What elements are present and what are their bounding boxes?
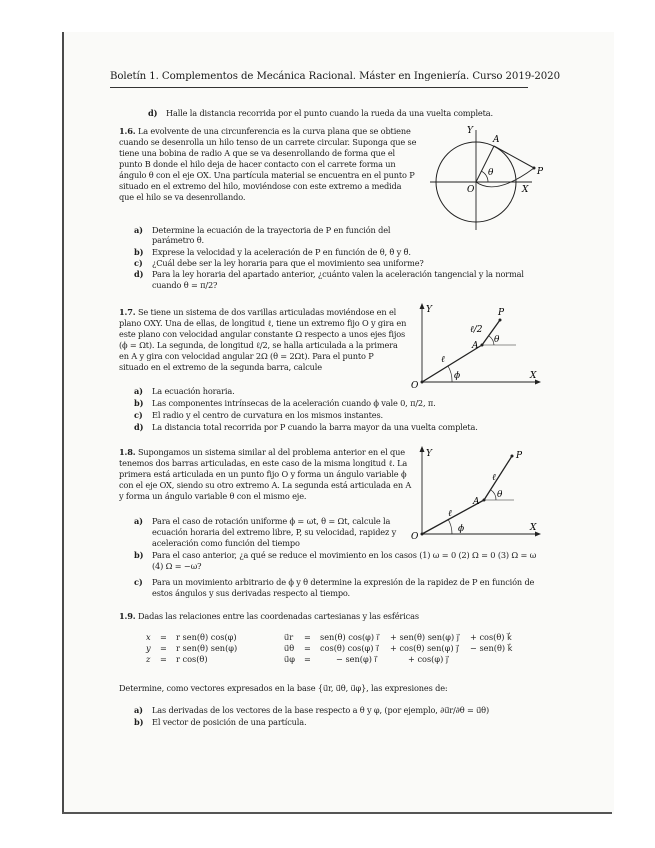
p19-sph-phi-eq: = [304,654,311,664]
p18-label-p: P [516,451,523,461]
p18-point-o [421,533,424,536]
p19-cart-z-lhs: z [146,654,151,664]
p18-label-theta: θ [497,490,503,500]
p18-line-3: con el eje OX, siendo su otro extremo A. La segunda está articulada en A [119,480,412,490]
p16-line-6: que el hilo se va desenrollando. [119,192,246,202]
p17-item-c: c) El radio y el centro de curvatura en los mismos instantes. [134,410,383,420]
p18-item-c-cont: estos ángulos y sus derivadas respecto al tiempo. [152,588,351,598]
p17-point-o [421,381,424,384]
p19-sph-phi-lhs: u⃗φ [284,654,295,664]
p18-item-a-cont-2: aceleración como función del tiempo [152,538,300,548]
p19-intro: 1.9. Dadas las relaciones entre las coordenadas cartesianas y las esféricas [119,611,419,621]
p17-label-theta: θ [494,335,500,345]
p17-line-1: plano OXY. Una de ellas, de longitud ℓ, tiene un extremo fijo O y gira en [119,318,407,328]
p18-line-4: y forma un ángulo variable θ con el mismo eje. [119,491,307,501]
p17-label-l: ℓ [441,355,445,365]
p16-item-a-cont: parámetro θ. [152,235,204,245]
p18-item-a-cont-1: ecuación horaria del extremo libre, P, su velocidad, rapidez y [152,527,397,537]
p19-sph-theta-c2: + cos(θ) sen(φ) ȷ⃗ [390,643,459,653]
p18-line-2: primera está articulada en un punto fijo O y forma un ángulo variable ϕ [119,469,407,479]
p19-cart-z-rhs: r cos(θ) [176,654,208,664]
p16-line-1: cuando se desenrolla un hilo tenso de un carrete circular. Suponga que se [119,137,417,147]
p16-line-5: situado en el extremo del hilo, moviéndose con este extremo a medida [119,181,402,191]
p17-point-a [481,344,484,347]
p16-theta-arc [481,171,488,182]
p18-y-arrow [420,446,425,452]
p16-item-d: d) Para la ley horaria del apartado anterior, ¿cuánto valen la aceleración tangencial y la normal [134,269,524,279]
p17-item-d: d) La distancia total recorrida por P cuando la barra mayor da una vuelta completa. [134,422,478,432]
p18-figure [408,442,548,542]
p17-figure [408,300,548,390]
p19-sph-phi-c2: + cos(φ) ȷ⃗ [408,654,449,664]
p16-line-2: tiene una bobina de radio A que se va desenrollando de forma que el [119,148,396,158]
p19-sph-theta-c3: − sen(θ) k⃗ [470,643,513,653]
p16-item-a: a) Determine la ecuación de la trayectoria de P en función del [134,225,391,235]
p19-cart-y-lhs: y [146,643,151,653]
p19-cart-z-eq: = [160,654,167,664]
p19-sph-theta-lhs: u⃗θ [284,643,295,653]
p16-label-p: P [537,167,544,177]
p19-cart-y-rhs: r sen(θ) sen(φ) [176,643,238,653]
p17-item-b: b) Las componentes intrínsecas de la aceleración cuando ϕ vale 0, π/2, π. [134,398,436,408]
p17-line-4: en A y gira con velocidad angular 2Ω (θ = 2Ωt). Para el punto P [119,351,374,361]
p18-line-0: 1.8. Supongamos un sistema similar al del problema anterior en el que [119,447,405,457]
p16-thread-line [494,146,534,168]
p16-line-4: ángulo θ con el eje OX. Una partícula material se encuentra en el punto P [119,170,415,180]
p18-label-l-top: ℓ [492,473,496,483]
p18-label-o: O [411,532,419,542]
p19-sph-r-c1: sen(θ) cos(φ) ı⃗ [320,632,379,642]
p16-item-b: b) Exprese la velocidad y la aceleración de P en función de θ, θ̇ y θ̈. [134,247,411,257]
p19-cart-x-lhs: x [146,632,151,642]
p19-item-a: a) Las derivadas de los vectores de la base respecto a θ y φ, (por ejemplo, ∂u⃗r/∂θ = u⃗θ) [134,705,490,715]
p17-phi-arc [448,366,452,382]
p16-point-p [533,167,536,170]
p18-number: 1.8. [119,447,136,457]
p16-label-y: Y [467,126,473,136]
p18-label-phi: ϕ [458,524,465,534]
p19-sph-r-c2: + sen(θ) sen(φ) ȷ⃗ [390,632,460,642]
p17-label-phi: ϕ [454,371,461,381]
p19-sph-phi-c1: − sen(φ) ı⃗ [336,654,377,664]
p18-label-a: A [473,497,480,507]
p17-line-0: 1.7. Se tiene un sistema de dos varillas articuladas moviéndose en el [119,307,397,317]
p19-sph-theta-c1: cos(θ) cos(φ) ı⃗ [320,643,379,653]
p16-line-3: punto B donde el hilo deja de hacer contacto con el carrete forma un [119,159,396,169]
p19-sph-theta-eq: = [304,643,311,653]
document-header: Boletín 1. Complementos de Mecánica Racional. Máster en Ingeniería. Curso 2019-2020 [110,71,560,82]
p18-label-l-bottom: ℓ [448,509,452,519]
p18-label-x: X [530,523,537,533]
p16-label-a: A [493,135,500,145]
intro-item-text: Halle la distancia recorrida por el punto cuando la rueda da una vuelta completa. [166,108,493,118]
p16-number: 1.6. [119,126,136,136]
p18-item-b-cont: (4) Ω = −ω? [152,561,202,571]
p18-item-c: c) Para un movimiento arbitrario de ϕ y θ determine la expresión de la rapidez de P en función de [134,577,535,587]
p19-sph-r-c3: + cos(θ) k⃗ [470,632,512,642]
p19-cart-x-rhs: r sen(θ) cos(φ) [176,632,237,642]
p16-item-c: c) ¿Cuál debe ser la ley horaria para que el movimiento sea uniforme? [134,258,424,268]
p17-line-3: (ϕ = Ωt). La segunda, de longitud ℓ/2, se halla articulada a la primera [119,340,398,350]
p19-item-b: b) El vector de posición de una partícula. [134,717,307,727]
p18-item-b: b) Para el caso anterior, ¿a qué se reduce el movimiento en los casos (1) ω = 0 (2) Ω = 0 (3) Ω = ω [134,550,537,560]
p18-line-1: tenemos dos barras articuladas, en este caso de la misma longitud ℓ. La [119,458,408,468]
p18-item-a: a) Para el caso de rotación uniforme ϕ = ωt, θ = Ωt, calcule la [134,516,391,526]
p17-label-x: X [530,371,537,381]
p18-label-y: Y [426,449,432,459]
p16-label-o: O [467,185,475,195]
p16-item-d-cont: cuando θ = π/2? [152,280,218,290]
p19-sph-r-lhs: u⃗r [284,632,294,642]
intro-item [148,108,493,119]
header-rule [110,87,528,88]
p17-point-p [499,319,502,322]
p17-number: 1.7. [119,307,136,317]
p17-item-a: a) La ecuación horaria. [134,386,235,396]
p16-label-x: X [522,185,529,195]
page-bottom-edge [62,812,612,814]
p17-line-2: este plano con velocidad angular constante Ω respecto a unos ejes fijos [119,329,406,339]
p18-point-p [511,455,514,458]
p16-line-0: 1.6. La evolvente de una circunferencia es la curva plana que se obtiene [119,126,411,136]
p16-label-theta: θ [488,168,494,178]
p17-label-y: Y [426,305,432,315]
p19-cart-x-eq: = [160,632,167,642]
p19-cart-y-eq: = [160,643,167,653]
p17-label-l2: ℓ/2 [470,325,483,335]
p17-y-arrow [420,303,425,309]
p17-label-o: O [411,381,419,390]
p16-figure [430,122,550,242]
p16-involute-curve [476,168,534,187]
p19-sph-r-eq: = [304,632,311,642]
p18-theta-arc [491,490,496,500]
intro-item-label: d) [148,108,158,118]
p18-phi-arc [448,519,452,534]
p17-line-5: situado en el extremo de la segunda barra, calcule [119,362,322,372]
p19-number: 1.9. [119,611,136,621]
p17-label-a: A [472,341,479,351]
p18-point-a [483,499,486,502]
p17-label-p: P [498,308,505,318]
p19-question: Determine, como vectores expresados en la base {u⃗r, u⃗θ, u⃗φ}, las expresiones de: [119,683,448,693]
